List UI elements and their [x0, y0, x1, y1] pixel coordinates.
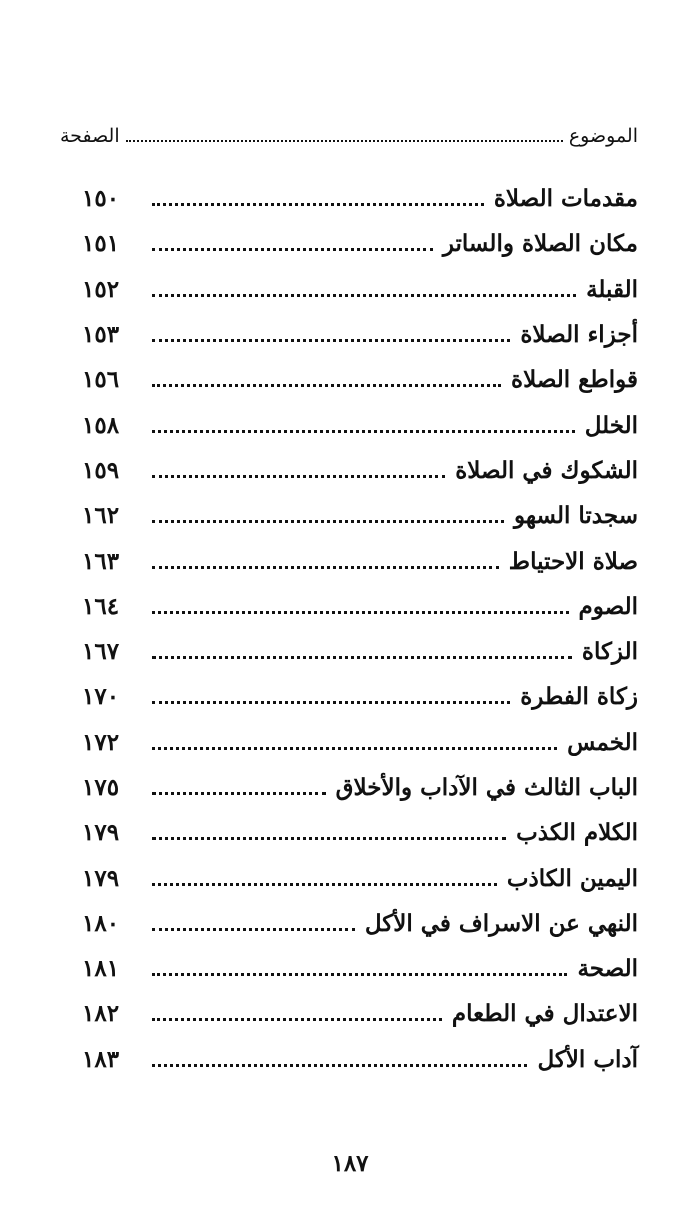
toc-entry-title: أجزاء الصلاة — [520, 321, 638, 349]
dot-leader — [152, 339, 510, 342]
toc-entry-page: ١٦٤ — [82, 592, 120, 620]
dot-leader — [152, 792, 326, 795]
toc-entry-page: ١٨٣ — [82, 1045, 120, 1073]
table-of-contents — [82, 176, 638, 1082]
dot-leader — [152, 248, 433, 251]
toc-entry-page: ١٥٩ — [82, 456, 120, 484]
toc-entry-page: ١٧٢ — [82, 728, 120, 756]
toc-entry — [82, 402, 638, 447]
toc-entry-page: ١٨٠ — [82, 909, 120, 937]
dot-leader — [152, 837, 506, 840]
toc-entry — [82, 855, 638, 900]
dot-leader — [152, 566, 499, 569]
page-column-label: الصفحة — [60, 125, 120, 147]
topic-column-label: الموضوع — [568, 125, 638, 147]
toc-entry-title: الصحة — [577, 955, 638, 983]
dot-leader — [152, 973, 567, 976]
toc-entry-page: ١٨١ — [82, 955, 120, 983]
toc-entry — [82, 357, 638, 402]
toc-entry-title: الشكوك في الصلاة — [455, 456, 638, 484]
toc-entry — [82, 448, 638, 493]
toc-entry-title: الخمس — [567, 728, 638, 756]
toc-entry — [82, 629, 638, 674]
toc-entry — [82, 946, 638, 991]
toc-entry-title: قواطع الصلاة — [511, 366, 638, 394]
toc-entry — [82, 538, 638, 583]
toc-entry-title: مقدمات الصلاة — [493, 185, 638, 213]
toc-entry-title: مكان الصلاة والساتر — [442, 230, 638, 258]
toc-entry — [82, 674, 638, 719]
toc-entry-title: الكلام الكذب — [516, 819, 638, 847]
toc-entry — [82, 1037, 638, 1082]
toc-entry-title: اليمين الكاذب — [506, 864, 638, 892]
toc-entry — [82, 267, 638, 312]
toc-entry-page: ١٧٠ — [82, 683, 120, 711]
toc-entry-title: زكاة الفطرة — [520, 683, 638, 711]
toc-entry — [82, 720, 638, 765]
toc-entry — [82, 493, 638, 538]
toc-entry — [82, 221, 638, 266]
toc-entry-title: سجدتا السهو — [513, 502, 638, 530]
dot-leader — [152, 475, 445, 478]
toc-entry — [82, 765, 638, 810]
dot-leader — [152, 294, 576, 297]
toc-entry — [82, 584, 638, 629]
dot-leader — [152, 611, 569, 614]
toc-entry-page: ١٨٢ — [82, 1000, 120, 1028]
toc-entry — [82, 901, 638, 946]
dot-leader — [152, 1018, 442, 1021]
toc-entry-page: ١٥٢ — [82, 275, 120, 303]
toc-entry-title: الخلل — [584, 411, 638, 439]
dot-leader — [152, 1064, 527, 1067]
dot-leader — [152, 384, 501, 387]
toc-entry-page: ١٦٧ — [82, 638, 120, 666]
toc-header — [60, 118, 638, 154]
toc-entry-title: الباب الثالث في الآداب والأخلاق — [335, 774, 638, 801]
toc-entry-title: الاعتدال في الطعام — [451, 1000, 638, 1028]
toc-entry-page: ١٥٨ — [82, 411, 120, 439]
toc-entry — [82, 176, 638, 221]
toc-entry-page: ١٥١ — [82, 230, 120, 258]
toc-entry-page: ١٧٩ — [82, 819, 120, 847]
toc-entry-page: ١٥٦ — [82, 366, 120, 394]
dot-leader — [152, 430, 575, 433]
toc-entry-page: ١٦٢ — [82, 502, 120, 530]
dot-leader — [152, 747, 557, 750]
dot-leader — [152, 701, 510, 704]
dot-leader — [126, 140, 563, 142]
dot-leader — [152, 883, 497, 886]
page-number: ١٨٧ — [331, 1150, 369, 1177]
toc-entry-title: القبلة — [586, 275, 638, 303]
dot-leader — [152, 520, 504, 523]
toc-entry-title: النهي عن الاسراف في الأكل — [364, 909, 638, 937]
toc-entry-page: ١٧٩ — [82, 864, 120, 892]
toc-entry-title: الصوم — [578, 592, 638, 620]
toc-entry-page: ١٥٠ — [82, 185, 120, 213]
toc-entry-title: صلاة الاحتياط — [508, 547, 638, 575]
toc-entry-page: ١٧٥ — [82, 774, 120, 801]
dot-leader — [152, 928, 355, 931]
dot-leader — [152, 656, 572, 659]
toc-entry-title: آداب الأكل — [537, 1045, 638, 1073]
dot-leader — [152, 203, 484, 206]
toc-entry — [82, 810, 638, 855]
toc-entry-page: ١٦٣ — [82, 547, 120, 575]
toc-entry — [82, 312, 638, 357]
toc-entry-title: الزكاة — [581, 638, 638, 666]
toc-entry-page: ١٥٣ — [82, 321, 120, 349]
toc-entry — [82, 991, 638, 1036]
